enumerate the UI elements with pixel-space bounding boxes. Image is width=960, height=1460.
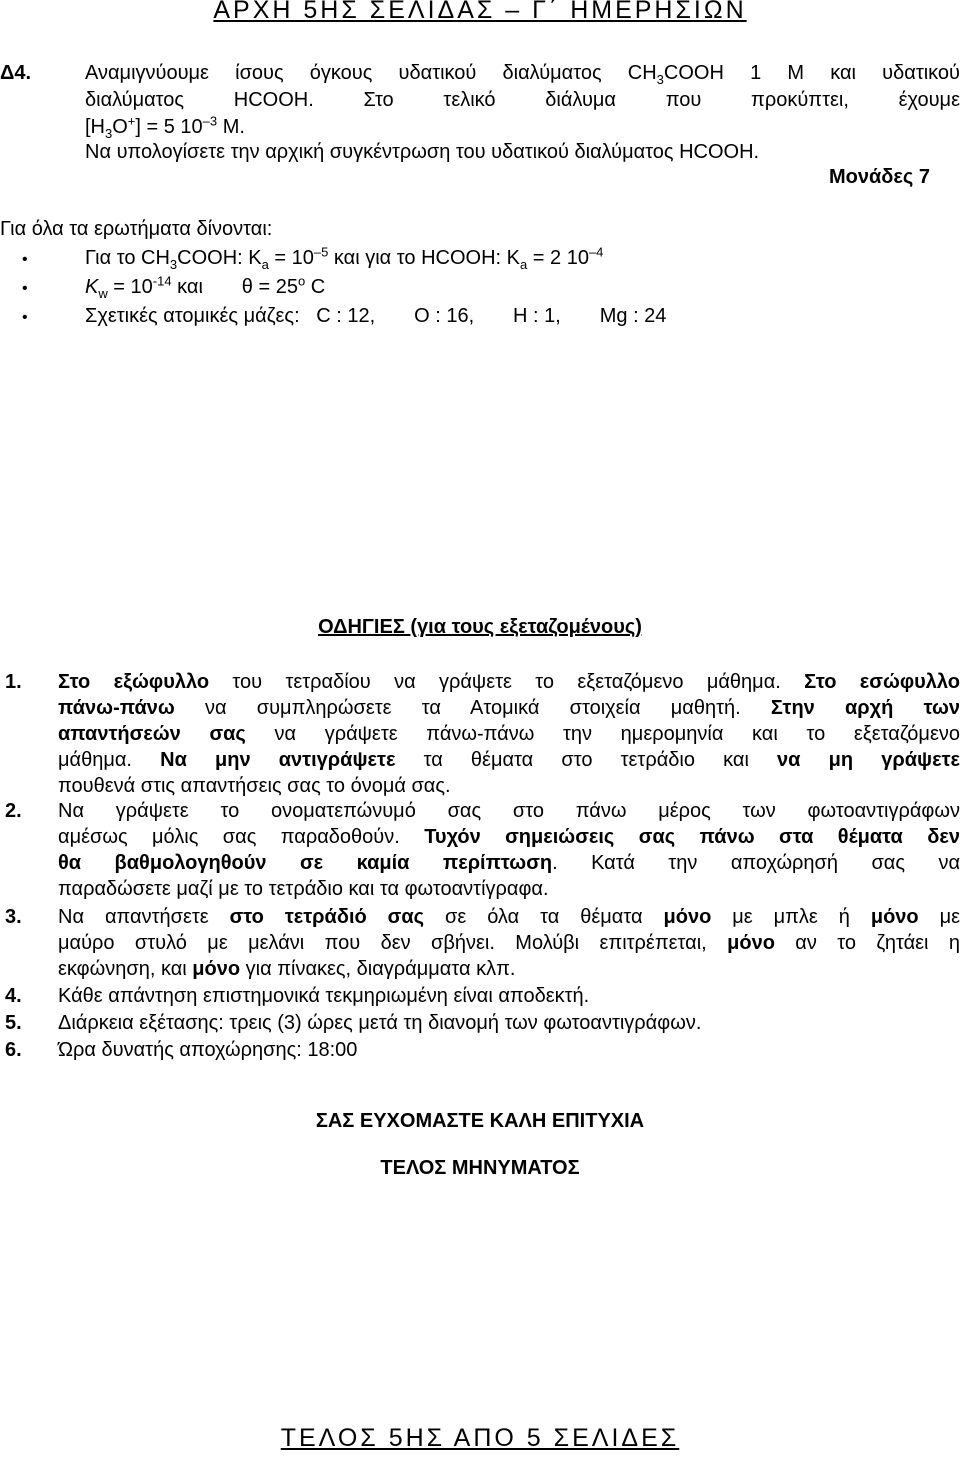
bullet-icon: •: [22, 280, 28, 297]
instruction-number: 4.: [5, 985, 22, 1007]
instruction-1-line-2: πάνω-πάνω να συμπληρώσετε τα Ατομικά στοιχεία μαθητή. Στην αρχή των: [58, 697, 960, 719]
question-line-1: Αναμιγνύουμε ίσους όγκους υδατικού διαλύματος $CH_3COOH$ 1 M και υδατικού: [85, 62, 960, 87]
instruction-1-line-5: πουθενά στις απαντήσεις σας το όνομά σας.: [58, 775, 451, 797]
instruction-1-line-1: Στο εξώφυλλο του τετραδίου να γράψετε το εξεταζόμενο μάθημα. Στο εσώφυλλο: [58, 671, 960, 693]
given-title: Για όλα τα ερωτήματα δίνονται:: [0, 218, 273, 240]
instruction-2-line-2: αμέσως μόλις σας παραδοθούν. Τυχόν σημειώσεις σας πάνω στα θέματα δεν: [58, 826, 960, 848]
instruction-2-line-4: παραδώσετε μαζί με το τετράδιο και τα φωτοαντίγραφα.: [58, 878, 549, 900]
instruction-number: 6.: [5, 1039, 22, 1061]
instruction-6: Ώρα δυνατής αποχώρησης: 18:00: [58, 1039, 358, 1061]
question-line-3: $[H_3O^+] = 5$ $10^{-3}$ M.: [85, 113, 245, 141]
bullet-icon: •: [22, 309, 28, 326]
closing-wish: ΣΑΣ ΕΥΧΟΜΑΣΤΕ ΚΑΛΗ ΕΠΙΤΥΧΙΑ: [315, 1110, 645, 1132]
page-header: ΑΡΧΗ 5ΗΣ ΣΕΛΙΔΑΣ – Γ΄ ΗΜΕΡΗΣΙΩΝ: [213, 0, 747, 24]
instruction-5: Διάρκεια εξέτασης: τρεις (3) ώρες μετά τη διανομή των φωτοαντιγράφων.: [58, 1012, 702, 1034]
given-kw-value: $K_w = 10^{-14}$ και $\theta = 25^o$ C: [85, 273, 326, 301]
instruction-number: 3.: [5, 906, 22, 928]
page-footer: ΤΕΛΟΣ 5ΗΣ ΑΠΟ 5 ΣΕΛΙΔΕΣ: [280, 1424, 680, 1452]
given-atomic-masses: Σχετικές ατομικές μάζες: C : 12, O : 16, H : 1, Mg : 24: [85, 305, 667, 327]
question-label: Δ4.: [0, 62, 32, 84]
question-line-4: Να υπολογίσετε την αρχική συγκέντρωση του υδατικού διαλύματος HCOOH.: [85, 141, 760, 163]
instruction-1-line-3: απαντήσεών σας να γράψετε πάνω-πάνω την ημερομηνία και το εξεταζόμενο: [58, 723, 960, 745]
instruction-1-line-4: μάθημα. Να μην αντιγράψετε τα θέματα στο τετράδιο και να μη γράψετε: [58, 749, 960, 771]
instruction-2-line-1: Να γράψετε το ονοματεπώνυμό σας στο πάνω μέρος των φωτοαντιγράφων: [58, 800, 960, 822]
closing-end-message: ΤΕΛΟΣ ΜΗΝΥΜΑΤΟΣ: [380, 1157, 580, 1179]
instruction-3-line-1: Να απαντήσετε στο τετράδιό σας σε όλα τα θέματα μόνο με μπλε ή μόνο με: [58, 906, 960, 928]
instruction-number: 5.: [5, 1012, 22, 1034]
instruction-2-line-3: θα βαθμολογηθούν σε καμία περίπτωση. Κατά την αποχώρησή σας να: [58, 852, 960, 874]
instruction-number: 1.: [5, 671, 22, 693]
given-ka-values: Για το $CH_3COOH$: $K_a = 10^{-5}$ και για το HCOOH: $K_a = 2$ $10^{-4}$: [85, 244, 604, 272]
instructions-title: ΟΔΗΓΙΕΣ (για τους εξεταζομένους): [318, 616, 642, 638]
marks-label: Μονάδες 7: [829, 166, 930, 188]
question-line-2: διαλύματος HCOOH. Στο τελικό διάλυμα που προκύπτει, έχουμε: [85, 89, 960, 111]
instruction-number: 2.: [5, 800, 22, 822]
instruction-4: Κάθε απάντηση επιστημονικά τεκμηριωμένη είναι αποδεκτή.: [58, 985, 590, 1007]
instruction-3-line-3: εκφώνηση, και μόνο για πίνακες, διαγράμματα κλπ.: [58, 958, 516, 980]
bullet-icon: •: [22, 251, 28, 268]
instruction-3-line-2: μαύρο στυλό με μελάνι που δεν σβήνει. Μολύβι επιτρέπεται, μόνο αν το ζητάει η: [58, 932, 960, 954]
